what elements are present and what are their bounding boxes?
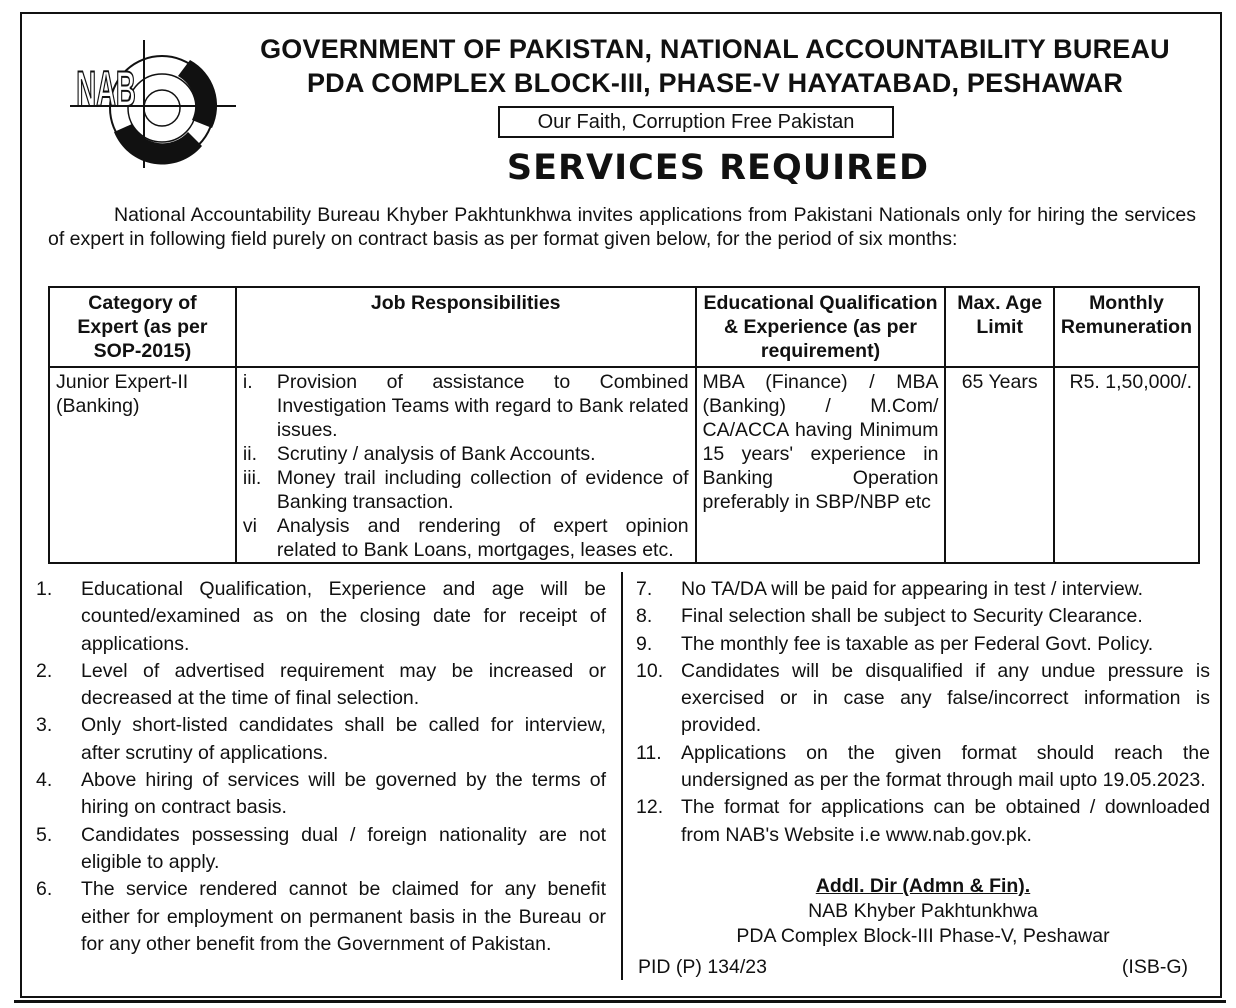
responsibility-text: Analysis and rendering of expert opinion related to Bank Loans, mortgages, leases etc. <box>276 515 689 561</box>
note-number: 11. <box>636 741 662 764</box>
note-text: Candidates possessing dual / foreign nationality are not eligible to apply. <box>81 823 606 873</box>
responsibility-item <box>243 442 689 466</box>
intro-paragraph: National Accountability Bureau Khyber Pakhtunkhwa invites applications from Pakistani Nationals only for hiring the services of expert in following field purely on contract basis as per format given below, for the period of six months: <box>48 204 1196 250</box>
list-item <box>36 767 606 822</box>
list-item <box>636 603 1210 630</box>
responsibility-item <box>243 370 689 442</box>
note-text: No TA/DA will be paid for appearing in test / interview. <box>681 578 1144 600</box>
isb-code: (ISB-G) <box>1121 956 1188 978</box>
header-remuneration: Monthly Remuneration <box>1054 287 1199 367</box>
pid-number: PID (P) 134/23 <box>638 956 767 978</box>
header-line-2: PDA COMPLEX BLOCK-III, PHASE-V HAYATABAD, PESHAWAR <box>306 68 1124 98</box>
notes-right-column <box>636 576 1210 849</box>
cell-responsibilities <box>236 367 696 563</box>
cell-remuneration: R5. 1,50,000/. <box>1054 367 1199 563</box>
list-item <box>636 794 1210 849</box>
signatory-office: NAB Khyber Pakhtunkhwa <box>808 900 1038 922</box>
note-number: 6. <box>36 878 53 901</box>
note-text: Above hiring of services will be governed by the terms of hiring on contract basis. <box>81 769 606 819</box>
note-number: 3. <box>36 714 53 737</box>
note-number: 9. <box>636 632 653 655</box>
header-category: Category of Expert (as per SOP-2015) <box>49 287 236 367</box>
note-number: 10. <box>636 659 664 682</box>
header-line-1: GOVERNMENT OF PAKISTAN, NATIONAL ACCOUNTABILITY BUREAU <box>260 34 1170 64</box>
note-text: The monthly fee is taxable as per Federal Govt. Policy. <box>681 632 1154 655</box>
note-text: Only short-listed candidates shall be called for interview, after scrutiny of applications. <box>81 714 606 764</box>
note-text: Applications on the given format should reach the undersigned as per the format through mail upto 19.05.2023. <box>681 741 1210 792</box>
nab-logo-icon <box>40 36 240 172</box>
services-heading: SERVICES REQUIRED <box>506 148 930 188</box>
notes-left-column <box>36 576 606 958</box>
responsibility-text: Scrutiny / analysis of Bank Accounts. <box>276 443 596 465</box>
note-number: 4. <box>36 769 53 792</box>
list-item <box>36 712 606 767</box>
list-item <box>36 876 606 958</box>
list-item <box>636 631 1210 658</box>
note-number: 8. <box>636 605 653 628</box>
note-text: The service rendered cannot be claimed for any benefit either for employment on permanent basis in the Bureau or for any other benefit from the Government of Pakistan. <box>81 878 606 955</box>
header-education: Educational Qualification & Experience (as per requirement) <box>696 287 946 367</box>
logo-abbr: NAB <box>76 60 136 118</box>
list-item <box>636 740 1210 795</box>
note-number: 1. <box>36 578 53 600</box>
header-age: Max. Age Limit <box>945 287 1053 367</box>
responsibility-text: Money trail including collection of evidence of Banking transaction. <box>276 467 689 513</box>
note-number: 5. <box>36 823 53 846</box>
responsibility-number: ii. <box>242 443 257 465</box>
responsibility-text: Provision of assistance to Combined Investigation Teams with regard to Bank related issues. <box>276 371 689 441</box>
note-text: Level of advertised requirement may be increased or decreased at the time of final selection. <box>81 659 606 710</box>
note-text: Educational Qualification, Experience and age will be counted/examined as on the closing date for receipt of applications. <box>81 578 606 655</box>
requirements-table <box>48 286 1200 564</box>
signatory-title: Addl. Dir (Admn & Fin). <box>815 875 1031 897</box>
note-text: Final selection shall be subject to Security Clearance. <box>681 605 1143 628</box>
header-title <box>240 32 1190 100</box>
list-item <box>636 658 1210 740</box>
cell-age: 65 Years <box>945 367 1053 563</box>
cell-category: Junior Expert-II (Banking) <box>49 367 236 563</box>
column-divider <box>621 572 623 980</box>
motto-box: Our Faith, Corruption Free Pakistan <box>498 106 894 138</box>
responsibility-number: i. <box>242 371 253 393</box>
signature-block <box>636 874 1210 949</box>
signatory-address: PDA Complex Block-III Phase-V, Peshawar <box>736 925 1110 947</box>
note-number: 2. <box>36 659 53 682</box>
note-text: The format for applications can be obtained / downloaded from NAB's Website i.e www.nab.gov.pk. <box>681 796 1210 846</box>
list-item <box>36 576 606 658</box>
footer <box>638 956 1188 979</box>
bottom-rule <box>14 1000 1226 1003</box>
list-item <box>36 822 606 877</box>
list-item <box>636 576 1210 603</box>
note-text: Candidates will be disqualified if any undue pressure is exercised or in case any false/incorrect information is provided. <box>681 659 1210 737</box>
note-number: 7. <box>636 578 653 600</box>
responsibility-number: iii. <box>242 467 262 489</box>
responsibility-item <box>243 514 689 562</box>
table-row <box>49 367 1199 563</box>
list-item <box>36 658 606 713</box>
cell-education: MBA (Finance) / MBA (Banking) / M.Com/ CA/ACCA having Minimum 15 years' experience in Banking Operation preferably in SBP/NBP etc <box>696 367 946 563</box>
table-header-row <box>49 287 1199 367</box>
header-responsibilities: Job Responsibilities <box>236 287 696 367</box>
responsibility-item <box>243 466 689 514</box>
responsibility-number: vi <box>242 515 257 537</box>
note-number: 12. <box>636 796 664 819</box>
